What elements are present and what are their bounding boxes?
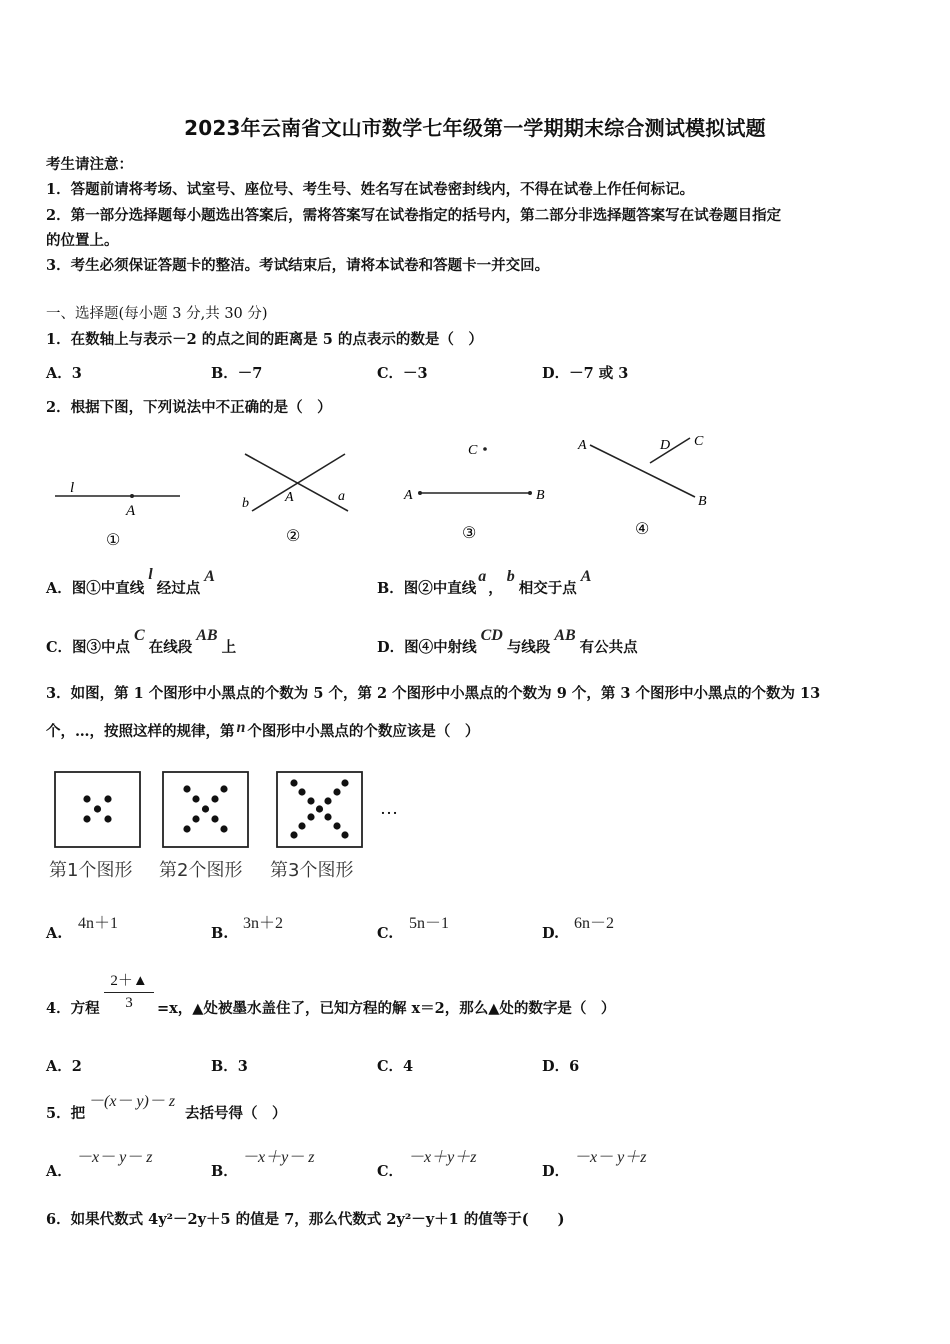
section-heading: 一、选择题(每小题 3 分,共 30 分)	[46, 306, 268, 322]
notice-item: 的位置上。	[46, 232, 119, 249]
f4-label-d: D	[660, 438, 671, 453]
f1-label-a: A	[126, 503, 136, 519]
q2-figures	[40, 425, 740, 555]
pattern-3	[277, 772, 362, 847]
text: 个，…，按照这样的规律，第	[46, 723, 235, 740]
notice-item: 2．第一部分选择题每小题选出答案后，需将答案写在试卷指定的括号内，第二部分非选择题答案写在试卷题目指定	[46, 207, 782, 224]
page-title: 2023年云南省文山市数学七年级第一学期期末综合测试模拟试题	[184, 116, 766, 140]
q6-stem: 6．如果代数式 4y²－2y＋5 的值是 7，那么代数式 2y²－y＋1 的值等于( )	[46, 1211, 565, 1228]
figure-3	[403, 443, 545, 542]
q1-option-a: A．3	[46, 365, 82, 382]
q5-formula-c: －x＋y＋z	[408, 1149, 477, 1166]
figure-4	[577, 434, 707, 538]
f4-number: ④	[635, 521, 650, 538]
q3-letter-a: A.	[46, 925, 63, 942]
f4-label-c: C	[694, 434, 704, 449]
q2-option-b	[377, 568, 592, 598]
q4-prefix: 4．方程	[46, 1000, 100, 1017]
f3-number: ③	[462, 525, 477, 542]
q3-stem-line2	[46, 720, 479, 741]
math-var: CD	[480, 627, 503, 644]
q5-formula-a: －x－ y－ z	[76, 1149, 153, 1166]
q4-fraction	[104, 969, 154, 1012]
f3-label-b: B	[536, 488, 545, 503]
q2-option-d	[377, 627, 638, 657]
math-var: a	[478, 568, 487, 585]
pattern-2	[163, 772, 248, 847]
fraction-numerator: 2＋▲	[110, 973, 148, 989]
text: 经过点	[156, 580, 201, 597]
figure-1	[55, 480, 180, 549]
q3-letter-b: B.	[211, 925, 229, 942]
q5-letter-a: A．	[46, 1163, 72, 1180]
math-var: A	[204, 568, 215, 585]
q1-option-b: B．－7	[211, 365, 263, 382]
q3-formula-b: 3n＋2	[243, 915, 284, 932]
q2-stem: 2．根据下图，下列说法中不正确的是（ ）	[46, 399, 332, 416]
f1-number: ①	[106, 532, 121, 549]
text: ，	[488, 580, 503, 597]
q4-option-b: B．3	[211, 1058, 248, 1075]
q5-suffix: 去括号得（ ）	[185, 1105, 287, 1122]
q5-formula-d: －x－ y＋z	[574, 1149, 647, 1166]
q4-option-a: A．2	[46, 1058, 82, 1075]
q4-suffix: =x，▲处被墨水盖住了，已知方程的解 x＝2，那么▲处的数字是（ ）	[157, 1000, 616, 1017]
fraction-denominator: 3	[104, 992, 154, 1012]
pattern-1	[55, 772, 140, 847]
text: 有公共点	[579, 639, 638, 656]
math-var: n	[236, 719, 246, 736]
f4-label-b: B	[698, 494, 707, 509]
q5-formula-b: －x＋y－ z	[242, 1149, 315, 1166]
text: 上	[221, 639, 237, 656]
text: B．图②中直线	[377, 580, 477, 597]
notice-heading: 考生请注意：	[46, 156, 133, 173]
f4-label-a: A	[578, 438, 587, 453]
figure-2	[242, 454, 348, 545]
text: 相交于点	[518, 580, 577, 597]
f2-label-a-point: A	[285, 490, 294, 505]
f3-label-a: A	[404, 488, 413, 503]
math-var: C	[134, 627, 145, 644]
pattern-caption-1: 第1个图形	[49, 860, 133, 881]
q1-stem: 1．在数轴上与表示－2 的点之间的距离是 5 的点表示的数是（ ）	[46, 331, 483, 348]
q1-option-d: D．－7 或 3	[542, 365, 629, 382]
text: 个图形中小黑点的个数应该是（ ）	[247, 723, 480, 740]
q4-option-c: C．4	[377, 1058, 414, 1075]
q3-formula-d: 6n－2	[574, 915, 615, 932]
q5-prefix: 5．把	[46, 1105, 86, 1122]
q5-letter-c: C．	[377, 1163, 404, 1180]
math-var: b	[506, 568, 515, 585]
q1-option-c: C．－3	[377, 365, 428, 382]
q3-formula-a: 4n＋1	[78, 915, 119, 932]
pattern-caption-3: 第3个图形	[270, 860, 354, 881]
f3-label-c: C	[468, 443, 478, 458]
ellipsis: …	[380, 798, 398, 818]
q2-option-c	[46, 627, 237, 657]
q5-expression: －(x－ y)－ z	[88, 1093, 176, 1110]
text: A．图①中直线	[46, 580, 145, 597]
q5-letter-b: B．	[211, 1163, 238, 1180]
math-var: AB	[554, 627, 576, 644]
q2-option-a	[46, 566, 215, 598]
f1-label-l: l	[70, 480, 75, 496]
text: 与线段	[506, 639, 551, 656]
text: D．图④中射线	[377, 639, 477, 656]
q4-option-d: D．6	[542, 1058, 580, 1075]
notice-item: 3．考生必须保证答题卡的整洁。考试结束后，请将本试卷和答题卡一并交回。	[46, 257, 550, 274]
q3-stem-line1: 3．如图，第 1 个图形中小黑点的个数为 5 个，第 2 个图形中小黑点的个数为 9 个，第 3 个图形中小黑点的个数为 13	[46, 685, 821, 702]
q3-letter-d: D.	[542, 925, 560, 942]
text: C．图③中点	[46, 639, 131, 656]
math-var: AB	[196, 627, 218, 644]
pattern-caption-2: 第2个图形	[159, 860, 243, 881]
q3-formula-c: 5n－1	[409, 915, 450, 932]
q5-letter-d: D．	[542, 1163, 570, 1180]
q3-letter-c: C.	[377, 925, 394, 942]
math-var: A	[580, 568, 592, 585]
text: 在线段	[148, 639, 193, 656]
math-var: l	[148, 566, 153, 583]
f2-label-b: b	[242, 496, 249, 511]
notice-item: 1．答题前请将考场、试室号、座位号、考生号、姓名写在试卷密封线内，不得在试卷上作任何标记。	[46, 181, 695, 198]
f2-number: ②	[286, 528, 301, 545]
f2-label-a-line: a	[338, 489, 345, 504]
